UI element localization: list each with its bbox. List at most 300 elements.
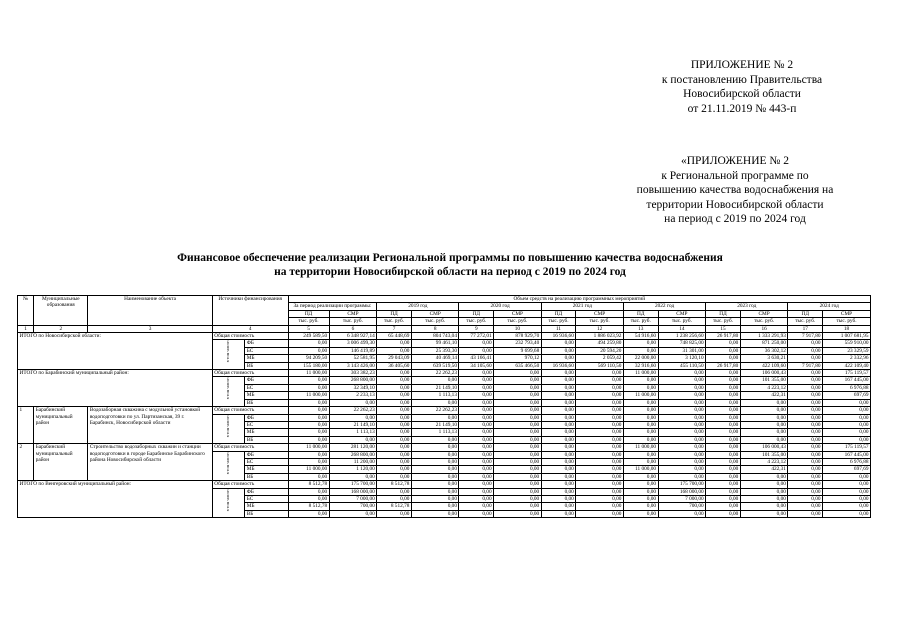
value-cell: 11 000,00	[288, 466, 329, 473]
value-cell: 0,00	[576, 503, 624, 510]
value-cell: 77 272,01	[459, 333, 494, 340]
source-name: ВБ	[245, 510, 288, 517]
col-header-year: 2021 год	[541, 303, 623, 310]
value-cell: 0,00	[459, 392, 494, 399]
value-cell: 0,00	[576, 429, 624, 436]
value-cell: 0,00	[623, 451, 658, 458]
total-row	[18, 370, 871, 377]
value-cell: 0,00	[377, 510, 412, 517]
col-header-unit: тыс. руб.	[494, 318, 542, 325]
value-cell: 559 910,00	[823, 340, 871, 347]
value-cell: 0,00	[706, 451, 741, 458]
value-cell: 22 262,23	[411, 370, 459, 377]
value-cell: 0,00	[541, 407, 576, 414]
value-cell: 6 976,88	[823, 458, 871, 465]
value-cell: 0,00	[788, 414, 823, 421]
col-header-pd: ПД	[288, 310, 329, 317]
col-header-year: 2023 год	[706, 303, 788, 310]
col-header-unit: тыс. руб.	[658, 318, 706, 325]
value-cell: 7 000,00	[658, 495, 706, 502]
col-header-unit: тыс. руб.	[329, 318, 377, 325]
value-cell: 0,00	[541, 384, 576, 391]
source-name: ФБ	[245, 377, 288, 384]
value-cell: 0,00	[576, 399, 624, 406]
appendix-line: на период с 2019 по 2024 год	[664, 213, 806, 225]
value-cell: 0,00	[788, 429, 823, 436]
value-cell: 21 149,10	[411, 384, 459, 391]
source-total-cost: Общая стоимость	[212, 444, 288, 451]
header-row	[18, 296, 871, 303]
col-header-unit: тыс. руб.	[288, 318, 329, 325]
value-cell: 11 000,00	[623, 370, 658, 377]
value-cell: 0,00	[459, 399, 494, 406]
value-cell: 0,00	[576, 481, 624, 488]
value-cell: 0,00	[377, 407, 412, 414]
source-name: МБ	[245, 355, 288, 362]
source-name: ВБ	[245, 399, 288, 406]
value-cell: 0,00	[288, 384, 329, 391]
source-name: ФБ	[245, 414, 288, 421]
value-cell: 0,00	[494, 503, 542, 510]
in-that-number-label	[212, 488, 244, 518]
appendix-title: ПРИЛОЖЕНИЕ № 2	[690, 59, 794, 71]
value-cell: 0,00	[740, 495, 788, 502]
value-cell: 43 166,41	[459, 355, 494, 362]
value-cell: 0,00	[706, 458, 741, 465]
value-cell: 0,00	[623, 384, 658, 391]
value-cell: 0,00	[288, 407, 329, 414]
value-cell: 0,00	[494, 473, 542, 480]
value-cell: 0,00	[494, 495, 542, 502]
value-cell: 0,00	[740, 407, 788, 414]
column-index-row	[18, 325, 871, 332]
value-cell: 0,00	[788, 458, 823, 465]
value-cell: 0,00	[706, 407, 741, 414]
value-cell: 0,00	[576, 488, 624, 495]
value-cell: 0,00	[788, 473, 823, 480]
col-header-smr: СМР	[494, 310, 542, 317]
value-cell: 0,00	[658, 466, 706, 473]
value-cell: 804 743,04	[411, 333, 459, 340]
value-cell: 1 113,13	[329, 429, 377, 436]
col-header-unit: тыс. руб.	[788, 318, 823, 325]
value-cell: 0,00	[740, 503, 788, 510]
value-cell: 0,00	[494, 377, 542, 384]
value-cell: 1 886 023,92	[576, 333, 624, 340]
in-that-number-text: в том числе:	[225, 451, 231, 474]
value-cell: 422,31	[740, 392, 788, 399]
value-cell: 0,00	[740, 421, 788, 428]
value-cell: 0,00	[494, 444, 542, 451]
value-cell: 0,00	[706, 488, 741, 495]
value-cell: 0,00	[541, 510, 576, 517]
col-header-volume: Объем средств на реализацию программных мероприятий	[288, 296, 870, 303]
value-cell: 0,00	[576, 384, 624, 391]
heading-line: Финансовое обеспечение реализации Региональной программы по повышению качества водоснабжения	[177, 252, 723, 264]
value-cell: 1 333 291,93	[740, 333, 788, 340]
value-cell: 0,00	[788, 384, 823, 391]
value-cell: 0,00	[329, 473, 377, 480]
value-cell: 0,00	[377, 370, 412, 377]
value-cell: 23 329,59	[823, 347, 871, 354]
value-cell: 0,00	[459, 451, 494, 458]
value-cell: 16 936,60	[541, 333, 576, 340]
document-heading	[60, 251, 840, 279]
value-cell: 0,00	[288, 510, 329, 517]
value-cell: 0,00	[788, 370, 823, 377]
value-cell: 34 105,60	[459, 362, 494, 369]
item-object: Строительство водозаборных скважин и станции водоподготовки в городе Барабинске Барабинского района Новосибирской области	[88, 444, 212, 481]
value-cell: 0,00	[823, 473, 871, 480]
value-cell: 0,00	[740, 414, 788, 421]
appendix-reference-program	[600, 154, 870, 227]
appendix-line: к Региональной программе по	[661, 169, 809, 182]
value-cell: 3 120,10	[658, 355, 706, 362]
value-cell: 0,00	[623, 347, 658, 354]
item-row	[18, 444, 871, 451]
col-header-pd: ПД	[623, 310, 658, 317]
value-cell: 0,00	[541, 421, 576, 428]
value-cell: 6 348 927,14	[329, 333, 377, 340]
value-cell: 0,00	[494, 392, 542, 399]
value-cell: 9 699,68	[494, 347, 542, 354]
source-name: ВБ	[245, 436, 288, 443]
in-that-number-text: в том числе:	[225, 488, 231, 511]
value-cell: 0,00	[377, 399, 412, 406]
value-cell: 11 000,00	[623, 466, 658, 473]
value-cell: 0,00	[541, 392, 576, 399]
appendix-line: повышению качества водоснабжения на	[636, 184, 834, 196]
value-cell: 0,00	[494, 399, 542, 406]
col-header-unit: тыс. руб.	[411, 318, 459, 325]
value-cell: 0,00	[288, 414, 329, 421]
value-cell: 0,00	[623, 340, 658, 347]
value-cell: 101 355,00	[740, 377, 788, 384]
value-cell: 0,00	[494, 429, 542, 436]
value-cell: 0,00	[329, 399, 377, 406]
value-cell: 0,00	[459, 347, 494, 354]
value-cell: 6 976,88	[823, 384, 871, 391]
value-cell: 422,31	[740, 466, 788, 473]
value-cell: 0,00	[411, 444, 459, 451]
value-cell: 0,00	[788, 399, 823, 406]
col-header-year: 2020 год	[459, 303, 541, 310]
value-cell: 0,00	[658, 510, 706, 517]
in-that-number-label	[212, 377, 244, 407]
value-cell: 0,00	[494, 451, 542, 458]
value-cell: 0,00	[459, 436, 494, 443]
value-cell: 0,00	[576, 451, 624, 458]
value-cell: 0,00	[706, 466, 741, 473]
value-cell: 22 262,23	[329, 407, 377, 414]
value-cell: 0,00	[288, 421, 329, 428]
value-cell: 0,00	[541, 347, 576, 354]
value-cell: 0,00	[823, 407, 871, 414]
value-cell: 0,00	[658, 377, 706, 384]
value-cell: 3 630,21	[740, 355, 788, 362]
value-cell: 0,00	[706, 481, 741, 488]
value-cell: 0,00	[411, 503, 459, 510]
value-cell: 0,00	[576, 436, 624, 443]
value-cell: 0,00	[740, 488, 788, 495]
value-cell: 0,00	[494, 421, 542, 428]
value-cell: 0,00	[541, 377, 576, 384]
col-header-pd: ПД	[788, 310, 823, 317]
value-cell: 700,00	[658, 503, 706, 510]
value-cell: 878 929,70	[494, 333, 542, 340]
value-cell: 0,00	[706, 399, 741, 406]
source-name: МБ	[245, 466, 288, 473]
source-total-cost: Общая стоимость	[212, 407, 288, 414]
value-cell: 0,00	[459, 488, 494, 495]
value-cell: 0,00	[411, 495, 459, 502]
value-cell: 0,00	[823, 510, 871, 517]
source-name: МБ	[245, 429, 288, 436]
value-cell: 0,00	[740, 399, 788, 406]
value-cell: 0,00	[288, 429, 329, 436]
value-cell: 0,00	[411, 436, 459, 443]
column-index: 11	[541, 325, 576, 332]
value-cell: 99 461,10	[411, 340, 459, 347]
in-that-number-label	[212, 451, 244, 481]
total-label: ИТОГО по Барабинский муниципальный район:	[18, 370, 213, 407]
value-cell: 0,00	[823, 399, 871, 406]
source-name: БС	[245, 347, 288, 354]
value-cell: 0,00	[823, 503, 871, 510]
total-row	[18, 481, 871, 488]
value-cell: 0,00	[411, 510, 459, 517]
col-header-municipality: Муниципальные образования	[34, 296, 88, 326]
value-cell: 0,00	[706, 414, 741, 421]
value-cell: 0,00	[788, 481, 823, 488]
financing-table-body	[18, 325, 871, 518]
value-cell: 0,00	[459, 495, 494, 502]
value-cell: 0,00	[377, 488, 412, 495]
value-cell: 0,00	[377, 473, 412, 480]
value-cell: 22 000,00	[623, 355, 658, 362]
value-cell: 175 119,57	[823, 370, 871, 377]
value-cell: 0,00	[377, 444, 412, 451]
value-cell: 21 149,10	[329, 421, 377, 428]
value-cell: 0,00	[411, 488, 459, 495]
value-cell: 748 825,00	[658, 340, 706, 347]
value-cell: 2 332,96	[823, 355, 871, 362]
value-cell: 0,00	[706, 340, 741, 347]
value-cell: 0,00	[706, 444, 741, 451]
column-index: 17	[788, 325, 823, 332]
value-cell: 0,00	[459, 407, 494, 414]
item-number: 1	[18, 407, 34, 444]
value-cell: 0,00	[541, 451, 576, 458]
col-header-unit: тыс. руб.	[823, 318, 871, 325]
value-cell: 0,00	[411, 481, 459, 488]
value-cell: 0,00	[658, 444, 706, 451]
value-cell: 0,00	[541, 495, 576, 502]
value-cell: 0,00	[658, 473, 706, 480]
value-cell: 0,00	[623, 436, 658, 443]
value-cell: 0,00	[623, 414, 658, 421]
value-cell: 0,00	[541, 488, 576, 495]
column-index: 3	[88, 325, 212, 332]
value-cell: 0,00	[823, 429, 871, 436]
column-index: 1	[18, 325, 34, 332]
value-cell: 0,00	[706, 436, 741, 443]
col-header-pd: ПД	[706, 310, 741, 317]
appendix-line: к постановлению Правительства	[661, 73, 823, 86]
appendix-reference-decree	[622, 58, 862, 116]
appendix-line: Новосибирской области	[683, 88, 801, 100]
in-that-number-label	[212, 414, 244, 444]
value-cell: 0,00	[576, 407, 624, 414]
column-index: 6	[329, 325, 377, 332]
value-cell: 0,00	[740, 429, 788, 436]
value-cell: 0,00	[494, 370, 542, 377]
value-cell: 0,00	[459, 370, 494, 377]
value-cell: 0,00	[788, 421, 823, 428]
source-name: БС	[245, 458, 288, 465]
value-cell: 0,00	[288, 488, 329, 495]
value-cell: 268 800,00	[329, 377, 377, 384]
value-cell: 0,00	[288, 347, 329, 354]
value-cell: 155 180,00	[288, 362, 329, 369]
value-cell: 0,00	[541, 466, 576, 473]
value-cell: 0,00	[459, 510, 494, 517]
value-cell: 0,00	[459, 377, 494, 384]
item-row	[18, 407, 871, 414]
value-cell: 0,00	[623, 495, 658, 502]
value-cell: 0,00	[377, 347, 412, 354]
value-cell: 0,00	[459, 421, 494, 428]
value-cell: 11 000,00	[288, 392, 329, 399]
item-municipality: Барабинский муниципальный район	[34, 444, 88, 481]
value-cell: 8 512,78	[377, 503, 412, 510]
value-cell: 11 200,00	[329, 458, 377, 465]
value-cell: 0,00	[329, 510, 377, 517]
source-name: БС	[245, 421, 288, 428]
value-cell: 0,00	[576, 370, 624, 377]
value-cell: 0,00	[623, 377, 658, 384]
value-cell: 0,00	[706, 355, 741, 362]
value-cell: 52 581,95	[329, 355, 377, 362]
value-cell: 0,00	[788, 347, 823, 354]
value-cell: 146 419,89	[329, 347, 377, 354]
col-header-smr: СМР	[576, 310, 624, 317]
value-cell: 494 259,80	[576, 340, 624, 347]
col-header-unit: тыс. руб.	[541, 318, 576, 325]
in-that-number-text: в том числе:	[225, 340, 231, 363]
appendix-line: территории Новосибирской области	[646, 198, 824, 211]
value-cell: 0,00	[541, 481, 576, 488]
value-cell: 639 519,50	[411, 362, 459, 369]
value-cell: 0,00	[459, 473, 494, 480]
value-cell: 0,00	[658, 370, 706, 377]
value-cell: 168 000,00	[658, 488, 706, 495]
col-header-smr: СМР	[740, 310, 788, 317]
column-index: 15	[706, 325, 741, 332]
value-cell: 0,00	[658, 458, 706, 465]
value-cell: 175 700,00	[329, 481, 377, 488]
value-cell: 0,00	[541, 473, 576, 480]
value-cell: 0,00	[706, 377, 741, 384]
value-cell: 0,00	[541, 429, 576, 436]
col-header-pd: ПД	[377, 310, 412, 317]
value-cell: 281 120,00	[329, 444, 377, 451]
value-cell: 167 445,00	[823, 377, 871, 384]
column-index: 16	[740, 325, 788, 332]
value-cell: 0,00	[411, 399, 459, 406]
value-cell: 0,00	[706, 495, 741, 502]
value-cell: 0,00	[459, 444, 494, 451]
value-cell: 0,00	[377, 466, 412, 473]
value-cell: 0,00	[377, 340, 412, 347]
source-total-cost: Общая стоимость	[212, 481, 288, 488]
value-cell: 0,00	[576, 458, 624, 465]
column-index: 18	[823, 325, 871, 332]
value-cell: 0,00	[541, 370, 576, 377]
value-cell: 697,69	[823, 392, 871, 399]
value-cell: 0,00	[576, 510, 624, 517]
source-name: БС	[245, 495, 288, 502]
value-cell: 0,00	[788, 444, 823, 451]
financing-table	[17, 295, 871, 518]
value-cell: 4 223,12	[740, 458, 788, 465]
value-cell: 0,00	[823, 421, 871, 428]
value-cell: 871 250,00	[740, 340, 788, 347]
value-cell: 11 000,00	[623, 392, 658, 399]
column-index: 2	[34, 325, 88, 332]
value-cell: 0,00	[377, 429, 412, 436]
value-cell: 0,00	[288, 451, 329, 458]
value-cell: 0,00	[459, 503, 494, 510]
column-index: 5	[288, 325, 329, 332]
column-index: 4	[212, 325, 288, 332]
value-cell: 0,00	[823, 436, 871, 443]
col-header-num: №	[18, 296, 34, 326]
value-cell: 0,00	[494, 436, 542, 443]
source-name: МБ	[245, 503, 288, 510]
value-cell: 54 916,60	[623, 333, 658, 340]
value-cell: 4 223,12	[740, 384, 788, 391]
value-cell: 0,00	[377, 421, 412, 428]
value-cell: 0,00	[706, 370, 741, 377]
value-cell: 0,00	[623, 473, 658, 480]
value-cell: 0,00	[740, 510, 788, 517]
value-cell: 0,00	[541, 436, 576, 443]
value-cell: 0,00	[494, 407, 542, 414]
value-cell: 22 262,23	[411, 407, 459, 414]
value-cell: 0,00	[576, 473, 624, 480]
col-header-unit: тыс. руб.	[706, 318, 741, 325]
total-label: ИТОГО по Венгеровский муниципальный район:	[18, 481, 213, 518]
value-cell: 0,00	[288, 399, 329, 406]
total-label: ИТОГО по Новосибирской области:	[18, 333, 213, 370]
source-name: МБ	[245, 392, 288, 399]
value-cell: 0,00	[541, 458, 576, 465]
value-cell: 29 043,09	[377, 355, 412, 362]
column-index: 14	[658, 325, 706, 332]
value-cell: 0,00	[788, 451, 823, 458]
value-cell: 0,00	[576, 377, 624, 384]
col-header-object: Наименование объекта	[88, 296, 212, 326]
value-cell: 101 355,00	[740, 451, 788, 458]
column-index: 12	[576, 325, 624, 332]
value-cell: 16 936,60	[541, 362, 576, 369]
value-cell: 0,00	[288, 340, 329, 347]
value-cell: 65 448,69	[377, 333, 412, 340]
value-cell: 0,00	[411, 414, 459, 421]
value-cell: 21 149,10	[411, 421, 459, 428]
source-name: БС	[245, 384, 288, 391]
